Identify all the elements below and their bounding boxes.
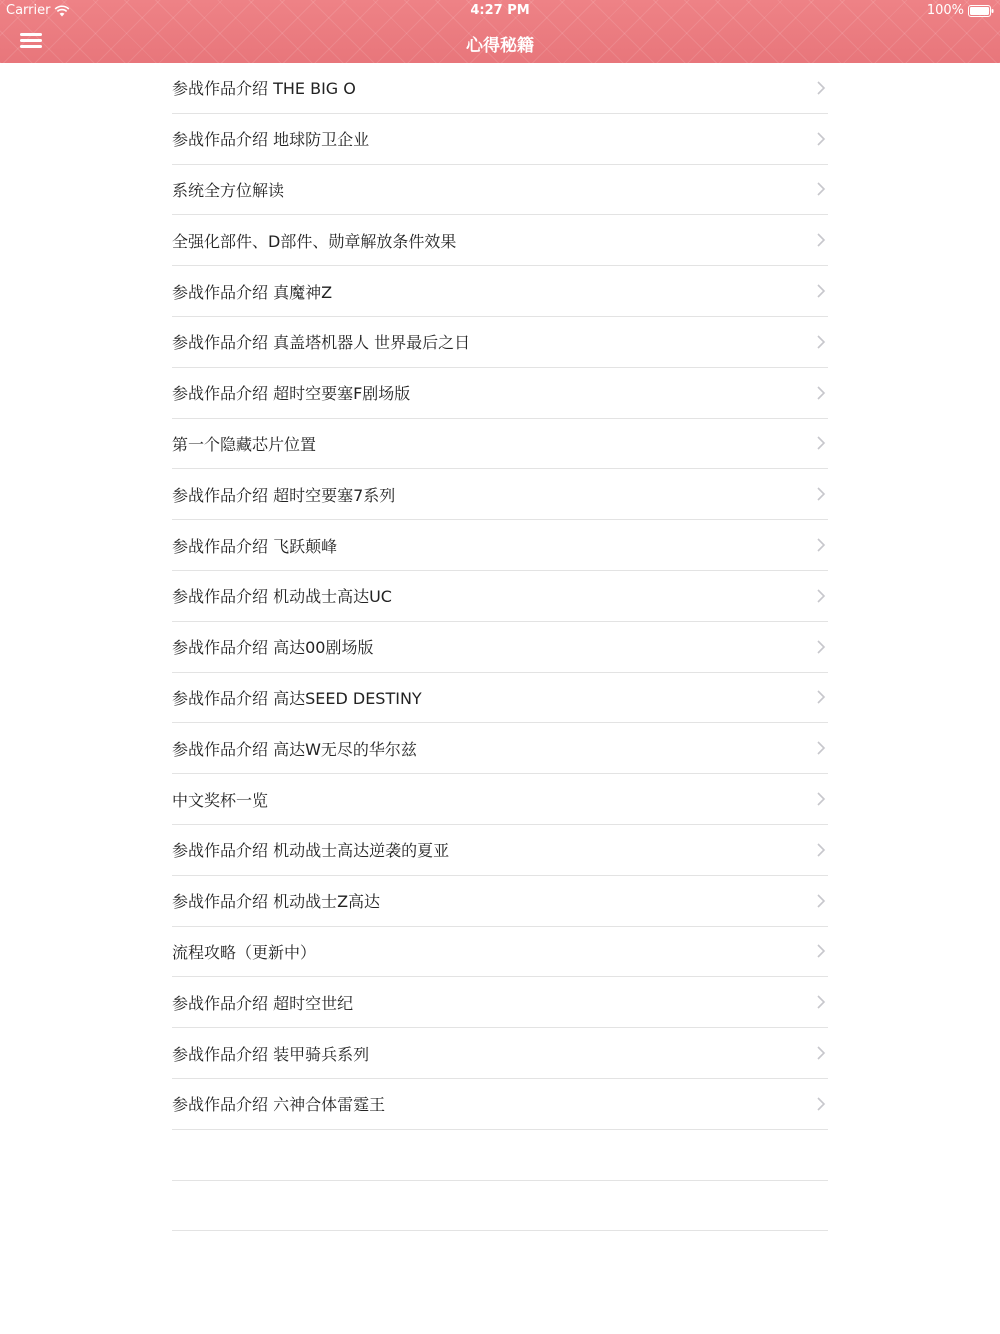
- list-item-label: 参战作品介绍 真盖塔机器人 世界最后之日: [172, 333, 471, 353]
- list-item-label: 参战作品介绍 机动战士高达UC: [172, 587, 392, 607]
- list-item[interactable]: [172, 215, 828, 266]
- list-item[interactable]: [172, 977, 828, 1028]
- empty-row: [172, 1181, 828, 1232]
- list-item-label: 参战作品介绍 高达SEED DESTINY: [172, 688, 422, 708]
- battery-icon: [968, 5, 994, 17]
- battery-percent: 100%: [926, 3, 964, 18]
- chevron-right-icon: [816, 943, 826, 959]
- list-item[interactable]: [172, 317, 828, 368]
- chevron-right-icon: [816, 334, 826, 350]
- list-item[interactable]: [172, 1028, 828, 1079]
- list-item-label: 参战作品介绍 高达W无尽的华尔兹: [172, 739, 417, 759]
- chevron-right-icon: [816, 283, 826, 299]
- chevron-right-icon: [816, 486, 826, 502]
- list-item-label: 参战作品介绍 机动战士Z高达: [172, 892, 381, 912]
- list-item[interactable]: [172, 774, 828, 825]
- status-bar: [0, 0, 1000, 22]
- list-item[interactable]: [172, 114, 828, 165]
- list-item-label: 参战作品介绍 装甲骑兵系列: [172, 1044, 370, 1064]
- chevron-right-icon: [816, 181, 826, 197]
- empty-row: [172, 1130, 828, 1181]
- list-item[interactable]: [172, 927, 828, 978]
- list-item-label: 参战作品介绍 超时空要塞7系列: [172, 485, 396, 505]
- list-item-label: 参战作品介绍 飞跃颠峰: [172, 536, 338, 556]
- list-item[interactable]: [172, 571, 828, 622]
- list-item[interactable]: [172, 723, 828, 774]
- chevron-right-icon: [816, 842, 826, 858]
- list-item-label: 参战作品介绍 真魔神Z: [172, 282, 333, 302]
- chevron-right-icon: [816, 385, 826, 401]
- list-item-label: 流程攻略（更新中）: [172, 942, 317, 962]
- chevron-right-icon: [816, 639, 826, 655]
- chevron-right-icon: [816, 588, 826, 604]
- list-item-label: 中文奖杯一览: [172, 790, 269, 810]
- chevron-right-icon: [816, 893, 826, 909]
- list-item-label: 参战作品介绍 地球防卫企业: [172, 130, 370, 150]
- list-item[interactable]: [172, 673, 828, 724]
- list-item-label: 参战作品介绍 高达00剧场版: [172, 638, 374, 658]
- chevron-right-icon: [816, 537, 826, 553]
- chevron-right-icon: [816, 435, 826, 451]
- guide-list: [172, 63, 828, 1231]
- list-item[interactable]: [172, 520, 828, 571]
- page-title: 心得秘籍: [466, 36, 534, 56]
- list-item[interactable]: [172, 876, 828, 927]
- list-item[interactable]: [172, 63, 828, 114]
- list-item[interactable]: [172, 165, 828, 216]
- list-item[interactable]: [172, 1079, 828, 1130]
- chevron-right-icon: [816, 131, 826, 147]
- list-item[interactable]: [172, 825, 828, 876]
- list-item-label: 参战作品介绍 超时空要塞F剧场版: [172, 384, 411, 404]
- list-item-label: 参战作品介绍 超时空世纪: [172, 993, 354, 1013]
- list-item[interactable]: [172, 266, 828, 317]
- list-item[interactable]: [172, 622, 828, 673]
- chevron-right-icon: [816, 994, 826, 1010]
- list-item[interactable]: [172, 419, 828, 470]
- list-item-label: 第一个隐藏芯片位置: [172, 434, 317, 454]
- battery-indicator: [927, 3, 994, 18]
- chevron-right-icon: [816, 740, 826, 756]
- list-item-label: 系统全方位解读: [172, 180, 285, 200]
- carrier-label: Carrier: [6, 3, 51, 18]
- list-item-label: 全强化部件、D部件、勋章解放条件效果: [172, 231, 457, 251]
- status-time: 4:27 PM: [470, 3, 530, 18]
- list-item-label: 参战作品介绍 六神合体雷霆王: [172, 1095, 386, 1115]
- list-item-label: 参战作品介绍 机动战士高达逆袭的夏亚: [172, 841, 450, 861]
- chevron-right-icon: [816, 791, 826, 807]
- chevron-right-icon: [816, 1045, 826, 1061]
- chevron-right-icon: [816, 80, 826, 96]
- list-item[interactable]: [172, 469, 828, 520]
- chevron-right-icon: [816, 689, 826, 705]
- list-item-label: 参战作品介绍 THE BIG O: [172, 79, 356, 99]
- chevron-right-icon: [816, 1096, 826, 1112]
- list-item[interactable]: [172, 368, 828, 419]
- navigation-bar: [0, 0, 1000, 63]
- chevron-right-icon: [816, 232, 826, 248]
